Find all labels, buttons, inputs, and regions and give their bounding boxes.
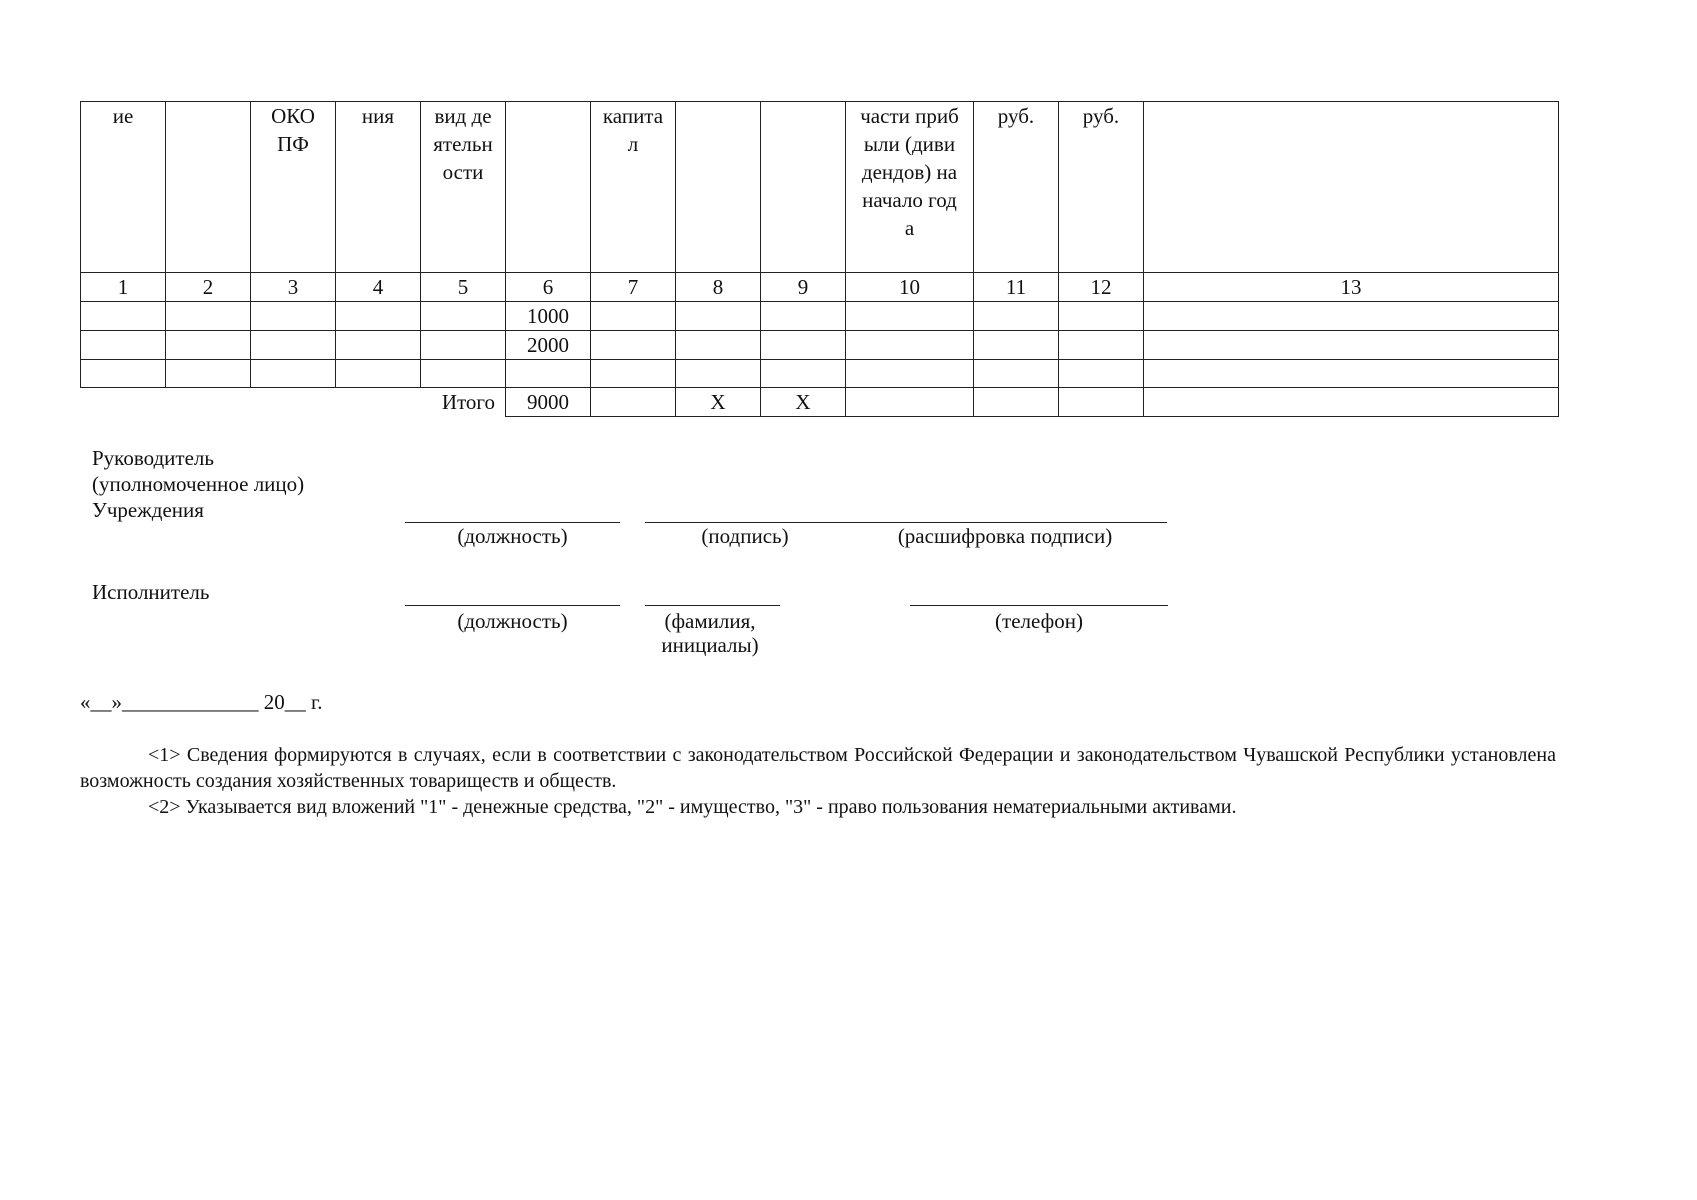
total-col12 <box>1059 388 1144 417</box>
table-cell <box>166 302 251 331</box>
table-total-row <box>81 388 1559 417</box>
footnote-1: <1> Сведения формируются в случаях, если в соответствии с законодательством Российской Федерации и законодательством Чувашской Республики установлена возможность создания хозяйственных товариществ и обществ. <box>80 744 1556 792</box>
table-cell <box>846 360 974 388</box>
table-cell <box>166 360 251 388</box>
table-cell <box>676 360 761 388</box>
table-cell <box>846 302 974 331</box>
table-cell <box>974 302 1059 331</box>
table-cell <box>591 331 676 360</box>
col-number: 8 <box>676 273 761 302</box>
col-number: 12 <box>1059 273 1144 302</box>
col-number: 10 <box>846 273 974 302</box>
header-cell-11: руб. <box>974 102 1059 273</box>
header-cell-10: части прибыли (дивидендов) на начало года <box>846 102 974 273</box>
table-cell <box>1144 360 1559 388</box>
header-cell-12: руб. <box>1059 102 1144 273</box>
table-cell <box>421 302 506 331</box>
total-col9: X <box>761 388 846 417</box>
table-cell <box>1144 302 1559 331</box>
total-col13 <box>1144 388 1559 417</box>
exec-phone-caption: (телефон) <box>995 609 1083 633</box>
table-row <box>81 302 1559 331</box>
col-number: 2 <box>166 273 251 302</box>
total-col6: 9000 <box>506 388 591 417</box>
table-cell <box>1144 331 1559 360</box>
table-cell: 2000 <box>506 331 591 360</box>
exec-name-caption-2: инициалы) <box>661 633 759 657</box>
total-label: Итого <box>441 390 495 415</box>
table-cell <box>421 331 506 360</box>
col-number: 11 <box>974 273 1059 302</box>
header-cell-13 <box>1144 102 1559 273</box>
date-line: «__»_____________ 20__ г. <box>80 690 323 714</box>
header-cell-5: вид деятельности <box>421 102 506 273</box>
data-table <box>80 101 1559 417</box>
header-cell-4: ния <box>336 102 421 273</box>
table-number-row <box>81 273 1559 302</box>
table-cell <box>421 360 506 388</box>
head-label-line3: Учреждения <box>92 498 204 522</box>
total-col7 <box>591 388 676 417</box>
table-cell <box>251 302 336 331</box>
header-cell-3: ОКО ПФ <box>251 102 336 273</box>
table-cell <box>336 302 421 331</box>
footnotes <box>80 742 1556 820</box>
total-col11 <box>974 388 1059 417</box>
header-cell-8 <box>676 102 761 273</box>
table-cell <box>761 331 846 360</box>
table-cell <box>1059 360 1144 388</box>
head-label-line2: (уполномоченное лицо) <box>92 472 305 496</box>
table-cell: 1000 <box>506 302 591 331</box>
table-cell <box>336 331 421 360</box>
header-cell-9 <box>761 102 846 273</box>
table-cell <box>166 331 251 360</box>
col-number: 13 <box>1144 273 1559 302</box>
col-number: 5 <box>421 273 506 302</box>
exec-name-line[interactable] <box>645 605 780 606</box>
table-cell <box>506 360 591 388</box>
table-cell <box>974 360 1059 388</box>
table-cell <box>761 360 846 388</box>
exec-name-caption-1: (фамилия, <box>664 609 756 633</box>
table-cell <box>81 302 166 331</box>
head-label-line1: Руководитель <box>92 446 214 470</box>
exec-position-caption: (должность) <box>457 609 568 633</box>
table-cell <box>974 331 1059 360</box>
col-number: 1 <box>81 273 166 302</box>
table-cell <box>1059 302 1144 331</box>
table-cell <box>336 360 421 388</box>
header-cell-2 <box>166 102 251 273</box>
table-cell <box>591 360 676 388</box>
col-number: 3 <box>251 273 336 302</box>
col-number: 7 <box>591 273 676 302</box>
total-col8: X <box>676 388 761 417</box>
footnote-2: <2> Указывается вид вложений "1" - денежные средства, "2" - имущество, "3" - право пользования нематериальными активами. <box>148 796 1237 818</box>
table-header-row <box>81 102 1559 273</box>
table-cell <box>676 331 761 360</box>
table-cell <box>676 302 761 331</box>
table-cell <box>251 360 336 388</box>
col-number: 6 <box>506 273 591 302</box>
head-signature-caption: (подпись) <box>701 524 789 548</box>
col-number: 4 <box>336 273 421 302</box>
head-decoding-caption: (расшифровка подписи) <box>897 524 1113 548</box>
table-cell <box>251 331 336 360</box>
head-position-caption: (должность) <box>457 524 568 548</box>
exec-position-line[interactable] <box>405 605 620 606</box>
table-cell <box>846 331 974 360</box>
header-cell-7: капитал <box>591 102 676 273</box>
executor-label: Исполнитель <box>92 580 210 604</box>
table-cell <box>761 302 846 331</box>
exec-phone-line[interactable] <box>910 605 1168 606</box>
header-cell-1: ие <box>81 102 166 273</box>
table-cell <box>1059 331 1144 360</box>
col-number: 9 <box>761 273 846 302</box>
table-cell <box>81 360 166 388</box>
header-cell-6 <box>506 102 591 273</box>
table-cell <box>81 331 166 360</box>
table-row <box>81 331 1559 360</box>
table-cell <box>591 302 676 331</box>
total-col10 <box>846 388 974 417</box>
table-row <box>81 360 1559 388</box>
